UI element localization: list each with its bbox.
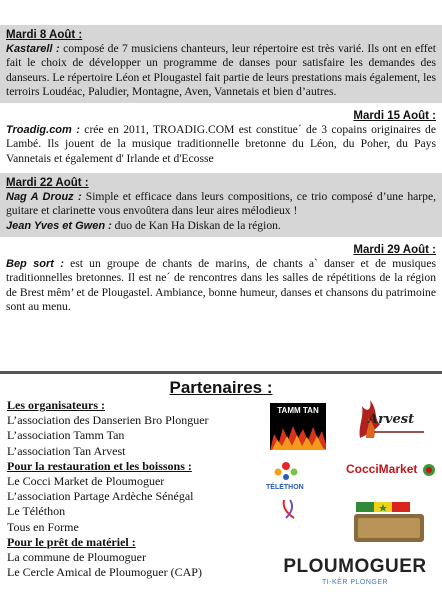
telethon-logo-text: TÉLÉTHON (266, 484, 304, 491)
event-description (6, 190, 436, 219)
event-block (0, 25, 442, 103)
telethon-figure-icon (264, 460, 314, 522)
event-block (0, 173, 442, 237)
partner-item: Le Cocci Market de Ploumoguer (7, 474, 165, 489)
event-text: composé de 7 musiciens chanteurs, leur répertoire est très varié. Ils ont en effet fait le choix de développer un programme de danses pour satisfaire les demandes des danseurs. Le répertoire Léon et Plougastel fait partie de leurs prestations mais également, les terroirs Loudéac, Paludier, Montagne, Aven, Vannetais et bien d’autres. (6, 42, 436, 98)
partner-item: L’association des Danserien Bro Plonguer (7, 413, 209, 428)
event-performer: Jean Yves et Gwen : (6, 219, 112, 232)
ladybug-icon (422, 463, 436, 477)
partners-list (7, 398, 247, 580)
event-performer: Troadig.com : (6, 124, 80, 137)
ploumoguer-logo-subtitle: TI-KÊR PLONGER (321, 579, 389, 586)
flame-icon (270, 420, 326, 450)
event-description (6, 42, 436, 99)
event-block (0, 240, 442, 318)
tamm-tan-logo (270, 403, 326, 450)
partner-item: Le Téléthon (7, 504, 66, 519)
event-description (6, 219, 436, 233)
partner-item: L’association Tamm Tan (7, 428, 125, 443)
events-list (0, 25, 442, 321)
event-description (6, 257, 436, 314)
materiel-heading: Pour le prêt de matériel : (7, 534, 136, 549)
event-date: Mardi 29 Août : (353, 243, 436, 256)
partner-item: Le Cercle Amical de Ploumoguer (CAP) (7, 565, 202, 580)
event-performer: Nag A Drouz : (6, 191, 82, 204)
tamm-tan-logo-text: TAMM TAN (277, 406, 319, 415)
arvest-logo-text: Arvest (368, 412, 415, 427)
event-description (6, 123, 436, 166)
organisateurs-heading: Les organisateurs : (7, 398, 105, 412)
senegal-flag-icon (350, 500, 430, 544)
partners-title: Partenaires : (169, 378, 273, 397)
partner-item: La commune de Ploumoguer (7, 550, 146, 565)
ploumoguer-logo-text: PLOUMOGUER (283, 556, 427, 577)
event-text: est un groupe de chants de marins, de chants a` danser et de musiques traditionnelles bretonnes. Il est ne´ de rencontres dans les salles de répétitions de la région de Brest mêm’ et de Plougastel. Ambiance, bonne humeur, danses et chansons du patrimoine sont au menu. (6, 256, 436, 313)
restauration-heading: Pour la restauration et les boissons : (7, 458, 192, 473)
partage-ardeche-senegal-logo (350, 500, 430, 544)
event-date: Mardi 22 Août : (6, 177, 89, 190)
event-performer: Bep sort : (6, 257, 64, 270)
event-text: duo de Kan Ha Diskan de la région. (111, 218, 281, 232)
cocci-market-logo-text: CocciMarket (346, 462, 418, 476)
ploumoguer-logo (280, 556, 430, 596)
tan-arvest-logo (354, 398, 428, 444)
event-performer: Kastarell : (6, 43, 60, 55)
event-block (0, 106, 442, 170)
event-text: Simple et efficace dans leurs compositions, ce trio composé d’une harpe, guitare et clarinette vous envoûtera dans leur aires mélodieux ! (6, 190, 436, 218)
event-date: Mardi 15 Août : (353, 110, 436, 123)
partner-item: Tous en Forme (7, 519, 79, 534)
partner-item: L’association Tan Arvest (7, 443, 126, 458)
cocci-market-logo (346, 462, 438, 484)
event-date: Mardi 8 Août : (6, 29, 83, 41)
telethon-logo (264, 460, 314, 522)
event-text: crée en 2011, TROADIG.COM est constitue´ de 3 copains originaires de Lambé. Ils jouent de la musique traditionnelle bretonne du Léon, du Poher, du Pays Vannetais et également d' Irlande et d'Ecosse (6, 123, 437, 165)
section-divider (0, 371, 442, 374)
partner-item: L’association Partage Ardèche Sénégal (7, 489, 194, 504)
